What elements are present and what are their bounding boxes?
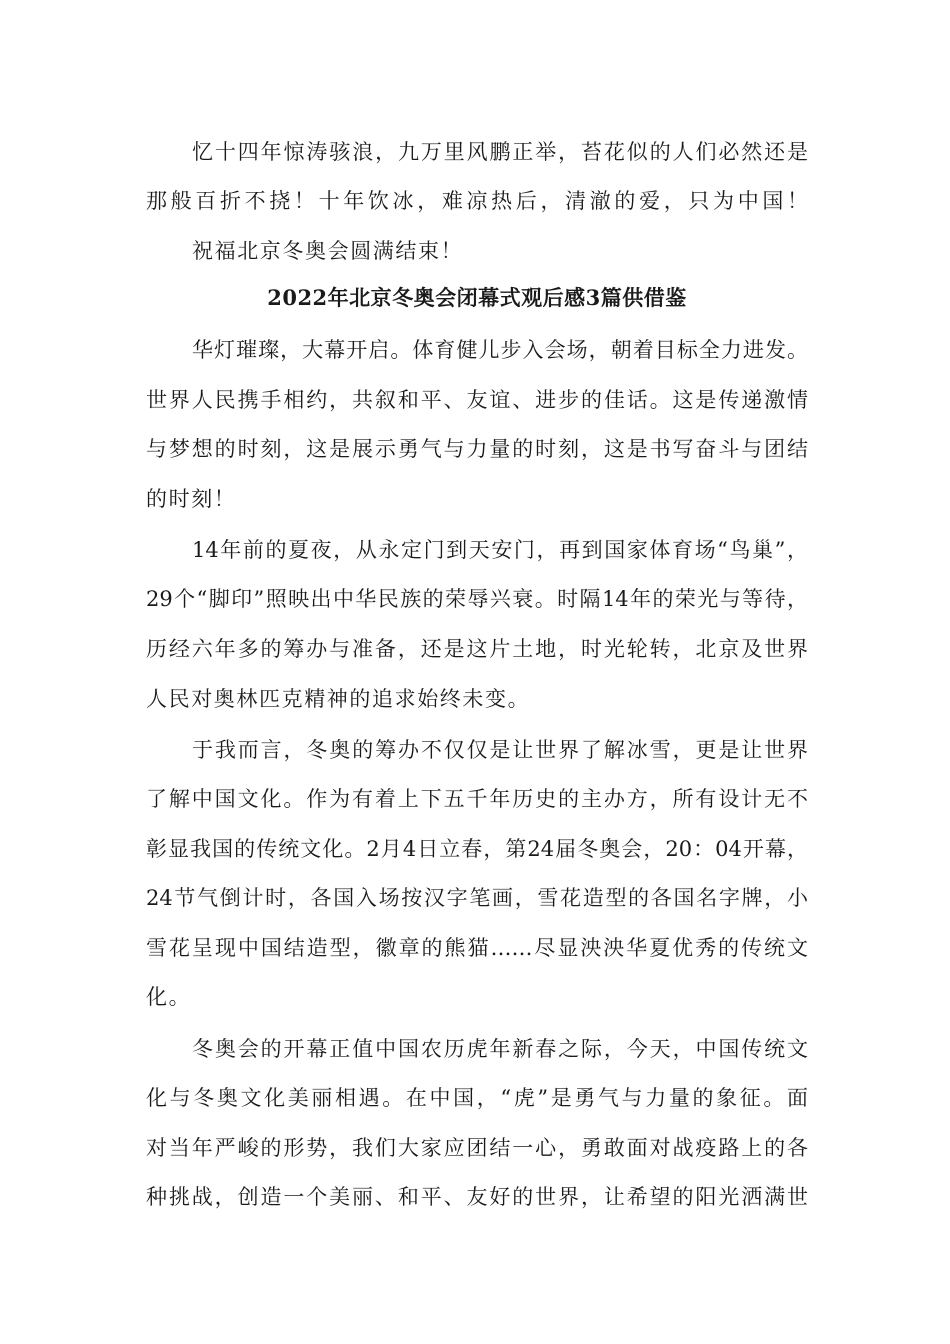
paragraph-line: 化与冬奥文化美丽相遇。在中国，“虎”是勇气与力量的象征。面 [146,1086,808,1110]
paragraph-line: 那般百折不挠！十年饮冰，难凉热后，清澈的爱，只为中国！ [146,189,808,213]
paragraph-line: 人民对奥林匹克精神的追求始终未变。 [146,687,531,711]
paragraph-line: 于我而言，冬奥的筹办不仅仅是让世界了解冰雪，更是让世界 [192,738,808,762]
paragraph-line: 种挑战，创造一个美丽、和平、友好的世界，让希望的阳光洒满世 [146,1185,808,1209]
paragraph-line: 雪花呈现中国结造型，徽章的熊猫……尽显泱泱华夏优秀的传统文 [146,936,808,960]
blessing-line: 祝福北京冬奥会圆满结束！ [192,239,464,263]
paragraph-line: 历经六年多的筹办与准备，还是这片土地，时光轮转，北京及世界 [146,637,808,661]
paragraph-line: 与梦想的时刻，这是展示勇气与力量的时刻，这是书写奋斗与团结 [146,437,808,461]
paragraph-line: 华灯璀璨，大幕开启。体育健儿步入会场，朝着目标全力进发。 [192,338,808,362]
paragraph-line: 世界人民携手相约，共叙和平、友谊、进步的佳话。这是传递激情 [146,388,808,412]
paragraph-line: 24节气倒计时，各国入场按汉字笔画，雪花造型的各国名字牌，小 [146,886,808,910]
paragraph-line: 了解中国文化。作为有着上下五千年历史的主办方，所有设计无不 [146,787,808,811]
paragraph-line: 忆十四年惊涛骇浪，九万里风鹏正举，苔花似的人们必然还是 [192,140,808,164]
paragraph-line: 化。 [146,985,192,1009]
paragraph-line: 对当年严峻的形势，我们大家应团结一心，勇敢面对战疫路上的各 [146,1136,808,1160]
paragraph-line: 彰显我国的传统文化。2月4日立春，第24届冬奥会，20：04开幕， [146,837,808,861]
paragraph-line: 冬奥会的开幕正值中国农历虎年新春之际，今天，中国传统文 [192,1037,808,1061]
paragraph-line: 的时刻！ [146,487,237,511]
document-title: 2022年北京冬奥会闭幕式观后感3篇供借鉴 [267,285,687,310]
paragraph-line: 14年前的夏夜，从永定门到天安门，再到国家体育场“鸟巢”， [192,538,808,562]
paragraph-line: 29个“脚印”照映出中华民族的荣辱兴衰。时隔14年的荣光与等待， [146,587,808,611]
